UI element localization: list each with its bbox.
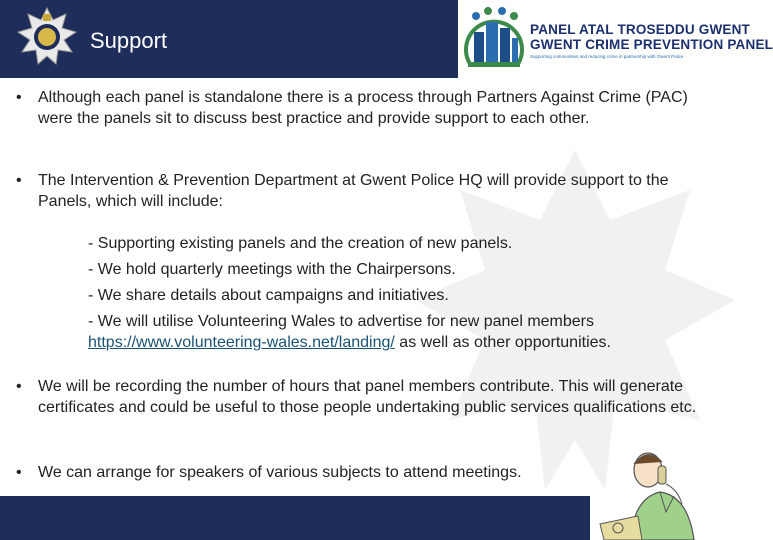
bullet-4-text: We can arrange for speakers of various subjects to attend meetings. (38, 464, 522, 481)
logo-welsh-name: PANEL ATAL TROSEDDU GWENT (530, 22, 750, 37)
support-list-item: - Supporting existing panels and the creation of new panels. (88, 235, 513, 252)
logo-english-name: GWENT CRIME PREVENTION PANEL (530, 37, 773, 52)
bullet-2-text: The Intervention & Prevention Department at Gwent Police HQ will provide support to the Panels, which will include: (38, 172, 669, 210)
bullet-marker: • (16, 172, 22, 189)
footer-bar (0, 496, 590, 540)
page-title: Support (90, 28, 168, 53)
bullet-marker: • (16, 464, 22, 481)
panel-logo (458, 0, 773, 78)
bullet-marker: • (16, 89, 22, 106)
bullet-1-text: Although each panel is standalone there is a process through Partners Against Crime (PAC) were the panels sit to discuss best practice and provide support to each other. (38, 89, 688, 127)
community-buildings-icon (462, 4, 526, 74)
bullet-marker: • (16, 378, 22, 395)
support-list-item: - We will utilise Volunteering Wales to advertise for new panel members (88, 313, 594, 330)
header-bar (0, 0, 773, 78)
volunteering-link-line (88, 330, 708, 356)
logo-tagline: Supporting communities and reducing crime in partnership with Gwent Police (530, 54, 684, 59)
volunteering-wales-link[interactable]: https://www.volunteering-wales.net/landing/ (88, 334, 395, 351)
support-list-item: - We hold quarterly meetings with the Chairpersons. (88, 261, 456, 278)
support-list-item: - We share details about campaigns and initiatives. (88, 287, 449, 304)
bullet-3-text: We will be recording the number of hours that panel members contribute. This will generate certificates and could be useful to those people undertaking public services qualifications etc. (38, 378, 697, 416)
link-trailing-text: as well as other opportunities. (394, 334, 611, 351)
man-on-phone-icon (590, 440, 720, 540)
police-badge-icon (16, 6, 78, 70)
